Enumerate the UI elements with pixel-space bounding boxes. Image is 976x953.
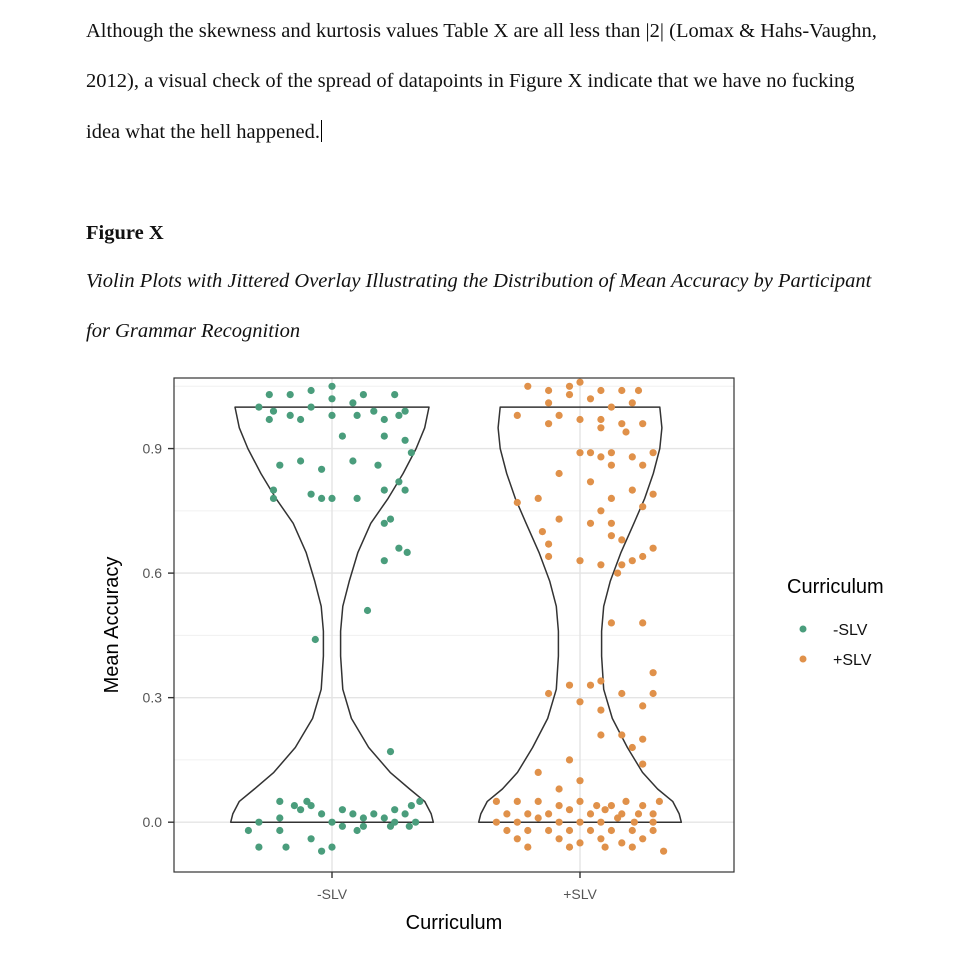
data-point-minus-slv [245, 827, 252, 834]
figure-title-line-1: Violin Plots with Jittered Overlay Illustrating the Distribution of Mean Accuracy by Participant [86, 270, 872, 292]
data-point-plus-slv [622, 428, 629, 435]
data-point-plus-slv [618, 731, 625, 738]
data-point-plus-slv [650, 669, 657, 676]
data-point-plus-slv [650, 827, 657, 834]
data-point-minus-slv [287, 412, 294, 419]
data-point-minus-slv [266, 416, 273, 423]
data-point-plus-slv [566, 827, 573, 834]
data-point-plus-slv [503, 810, 510, 817]
data-point-plus-slv [639, 736, 646, 743]
data-point-plus-slv [576, 557, 583, 564]
data-point-minus-slv [360, 814, 367, 821]
data-point-minus-slv [370, 810, 377, 817]
data-point-minus-slv [270, 487, 277, 494]
y-tick-label: 0.0 [142, 814, 162, 831]
figure-label: Figure X [86, 222, 164, 244]
y-tick-label: 0.6 [142, 565, 162, 582]
data-point-plus-slv [650, 545, 657, 552]
data-point-minus-slv [349, 810, 356, 817]
data-point-plus-slv [587, 478, 594, 485]
data-point-plus-slv [545, 553, 552, 560]
data-point-minus-slv [297, 806, 304, 813]
data-point-minus-slv [374, 462, 381, 469]
data-point-plus-slv [593, 802, 600, 809]
data-point-minus-slv [291, 802, 298, 809]
data-point-plus-slv [635, 387, 642, 394]
data-point-minus-slv [354, 495, 361, 502]
data-point-plus-slv [535, 798, 542, 805]
data-point-plus-slv [535, 769, 542, 776]
data-point-minus-slv [349, 399, 356, 406]
data-point-plus-slv [608, 462, 615, 469]
data-point-minus-slv [391, 391, 398, 398]
data-point-plus-slv [608, 495, 615, 502]
data-point-plus-slv [608, 404, 615, 411]
data-point-plus-slv [503, 827, 510, 834]
data-point-plus-slv [597, 416, 604, 423]
data-point-plus-slv [608, 520, 615, 527]
data-point-minus-slv [339, 823, 346, 830]
data-point-minus-slv [270, 495, 277, 502]
legend-marker-minus-slv [800, 626, 807, 633]
data-point-plus-slv [618, 561, 625, 568]
data-point-minus-slv [412, 819, 419, 826]
data-point-plus-slv [539, 528, 546, 535]
paragraph-line-1: Although the skewness and kurtosis values Table X are all less than |2| (Lomax & Hahs-Vaughn, [86, 20, 877, 42]
data-point-minus-slv [354, 412, 361, 419]
data-point-plus-slv [576, 839, 583, 846]
data-point-minus-slv [381, 416, 388, 423]
data-point-plus-slv [493, 819, 500, 826]
data-point-plus-slv [566, 391, 573, 398]
data-point-plus-slv [629, 399, 636, 406]
data-point-minus-slv [276, 814, 283, 821]
data-point-plus-slv [602, 844, 609, 851]
data-point-plus-slv [587, 827, 594, 834]
data-point-plus-slv [514, 499, 521, 506]
legend-label-minus-slv: -SLV [833, 622, 868, 639]
data-point-minus-slv [402, 487, 409, 494]
data-point-minus-slv [349, 457, 356, 464]
data-point-plus-slv [614, 814, 621, 821]
data-point-plus-slv [618, 420, 625, 427]
data-point-minus-slv [408, 802, 415, 809]
data-point-plus-slv [639, 761, 646, 768]
data-point-plus-slv [618, 536, 625, 543]
data-point-plus-slv [587, 682, 594, 689]
data-point-plus-slv [566, 806, 573, 813]
data-point-plus-slv [597, 424, 604, 431]
data-point-plus-slv [535, 495, 542, 502]
data-point-plus-slv [650, 491, 657, 498]
data-point-minus-slv [328, 495, 335, 502]
data-point-plus-slv [618, 839, 625, 846]
data-point-plus-slv [618, 690, 625, 697]
data-point-plus-slv [493, 798, 500, 805]
data-point-plus-slv [650, 690, 657, 697]
data-point-minus-slv [402, 437, 409, 444]
data-point-minus-slv [276, 827, 283, 834]
data-point-minus-slv [266, 391, 273, 398]
data-point-plus-slv [597, 677, 604, 684]
data-point-plus-slv [618, 387, 625, 394]
data-point-plus-slv [597, 387, 604, 394]
data-point-minus-slv [364, 607, 371, 614]
data-point-plus-slv [629, 487, 636, 494]
data-point-minus-slv [387, 823, 394, 830]
data-point-plus-slv [556, 785, 563, 792]
data-point-plus-slv [556, 470, 563, 477]
data-point-minus-slv [381, 814, 388, 821]
data-point-plus-slv [587, 395, 594, 402]
violin-chart [0, 360, 976, 948]
data-point-minus-slv [318, 848, 325, 855]
data-point-plus-slv [514, 798, 521, 805]
data-point-plus-slv [602, 806, 609, 813]
data-point-plus-slv [545, 810, 552, 817]
data-point-plus-slv [587, 810, 594, 817]
data-point-plus-slv [608, 449, 615, 456]
violin-chart-svg [0, 360, 976, 948]
data-point-minus-slv [354, 827, 361, 834]
data-point-minus-slv [360, 823, 367, 830]
data-point-plus-slv [545, 387, 552, 394]
data-point-plus-slv [639, 503, 646, 510]
data-point-minus-slv [381, 557, 388, 564]
data-point-plus-slv [545, 420, 552, 427]
data-point-plus-slv [535, 814, 542, 821]
data-point-minus-slv [402, 408, 409, 415]
data-point-plus-slv [556, 819, 563, 826]
data-point-plus-slv [629, 844, 636, 851]
data-point-plus-slv [622, 798, 629, 805]
data-point-minus-slv [328, 395, 335, 402]
data-point-plus-slv [524, 827, 531, 834]
x-tick-label: +SLV [563, 886, 597, 902]
data-point-plus-slv [556, 802, 563, 809]
data-point-plus-slv [639, 553, 646, 560]
data-point-minus-slv [255, 404, 262, 411]
data-point-plus-slv [639, 702, 646, 709]
data-point-plus-slv [608, 532, 615, 539]
data-point-plus-slv [597, 453, 604, 460]
data-point-minus-slv [276, 798, 283, 805]
data-point-minus-slv [282, 844, 289, 851]
data-point-minus-slv [339, 806, 346, 813]
legend-marker-plus-slv [800, 656, 807, 663]
data-point-plus-slv [597, 731, 604, 738]
data-point-plus-slv [608, 802, 615, 809]
data-point-minus-slv [395, 545, 402, 552]
data-point-minus-slv [308, 404, 315, 411]
data-point-plus-slv [566, 383, 573, 390]
data-point-plus-slv [650, 819, 657, 826]
data-point-minus-slv [312, 636, 319, 643]
data-point-plus-slv [524, 810, 531, 817]
data-point-plus-slv [631, 819, 638, 826]
legend-title: Curriculum [787, 576, 884, 598]
data-point-plus-slv [576, 449, 583, 456]
data-point-plus-slv [608, 827, 615, 834]
data-point-minus-slv [276, 462, 283, 469]
data-point-plus-slv [650, 810, 657, 817]
data-point-plus-slv [556, 835, 563, 842]
data-point-plus-slv [556, 412, 563, 419]
data-point-plus-slv [656, 798, 663, 805]
data-point-plus-slv [576, 777, 583, 784]
data-point-minus-slv [339, 433, 346, 440]
data-point-plus-slv [545, 541, 552, 548]
data-point-plus-slv [639, 802, 646, 809]
data-point-minus-slv [318, 495, 325, 502]
data-point-plus-slv [576, 798, 583, 805]
data-point-minus-slv [381, 487, 388, 494]
data-point-plus-slv [566, 756, 573, 763]
data-point-minus-slv [328, 844, 335, 851]
data-point-minus-slv [318, 466, 325, 473]
data-point-plus-slv [514, 835, 521, 842]
data-point-plus-slv [639, 835, 646, 842]
data-point-minus-slv [328, 819, 335, 826]
data-point-minus-slv [395, 478, 402, 485]
data-point-minus-slv [255, 819, 262, 826]
y-tick-label: 0.9 [142, 440, 162, 457]
data-point-plus-slv [597, 507, 604, 514]
data-point-minus-slv [406, 823, 413, 830]
data-point-minus-slv [391, 806, 398, 813]
text-cursor [321, 120, 323, 142]
data-point-minus-slv [328, 412, 335, 419]
data-point-plus-slv [576, 698, 583, 705]
data-point-plus-slv [524, 844, 531, 851]
data-point-plus-slv [629, 744, 636, 751]
data-point-plus-slv [597, 707, 604, 714]
data-point-plus-slv [514, 819, 521, 826]
data-point-minus-slv [297, 416, 304, 423]
data-point-plus-slv [614, 570, 621, 577]
data-point-plus-slv [545, 827, 552, 834]
y-tick-label: 0.3 [142, 689, 162, 706]
data-point-plus-slv [576, 819, 583, 826]
data-point-plus-slv [639, 420, 646, 427]
data-point-plus-slv [650, 449, 657, 456]
x-axis-label: Curriculum [405, 912, 503, 934]
paragraph-line-2: 2012), a visual check of the spread of datapoints in Figure X indicate that we have no fucking [86, 70, 855, 92]
legend [787, 576, 884, 669]
data-point-plus-slv [635, 810, 642, 817]
data-point-plus-slv [639, 619, 646, 626]
data-point-plus-slv [587, 520, 594, 527]
data-point-minus-slv [370, 408, 377, 415]
data-point-plus-slv [545, 399, 552, 406]
data-point-plus-slv [597, 835, 604, 842]
data-point-minus-slv [381, 520, 388, 527]
data-point-minus-slv [360, 391, 367, 398]
data-point-minus-slv [328, 383, 335, 390]
data-point-plus-slv [576, 416, 583, 423]
data-point-minus-slv [297, 457, 304, 464]
paragraph-line-3[interactable] [86, 120, 322, 144]
data-point-plus-slv [597, 561, 604, 568]
data-point-minus-slv [402, 810, 409, 817]
data-point-minus-slv [308, 802, 315, 809]
data-point-minus-slv [287, 391, 294, 398]
data-point-plus-slv [660, 848, 667, 855]
data-point-plus-slv [514, 412, 521, 419]
y-axis-label: Mean Accuracy [101, 556, 123, 694]
data-point-minus-slv [308, 491, 315, 498]
data-point-minus-slv [255, 844, 262, 851]
data-point-minus-slv [387, 748, 394, 755]
data-point-plus-slv [566, 682, 573, 689]
data-point-plus-slv [629, 557, 636, 564]
data-point-plus-slv [524, 383, 531, 390]
paragraph-line-3-text: idea what the hell happened. [86, 121, 320, 143]
data-point-plus-slv [576, 379, 583, 386]
legend-label-plus-slv: +SLV [833, 652, 872, 669]
data-point-minus-slv [318, 810, 325, 817]
data-point-plus-slv [597, 819, 604, 826]
data-point-minus-slv [270, 408, 277, 415]
data-point-plus-slv [566, 844, 573, 851]
data-point-plus-slv [556, 516, 563, 523]
data-point-minus-slv [404, 549, 411, 556]
data-point-minus-slv [395, 412, 402, 419]
data-point-minus-slv [408, 449, 415, 456]
data-point-minus-slv [416, 798, 423, 805]
data-point-plus-slv [545, 690, 552, 697]
data-point-plus-slv [629, 453, 636, 460]
data-point-minus-slv [381, 433, 388, 440]
data-point-plus-slv [608, 619, 615, 626]
data-point-plus-slv [629, 827, 636, 834]
data-point-minus-slv [308, 387, 315, 394]
data-point-minus-slv [308, 835, 315, 842]
figure-title-line-2: for Grammar Recognition [86, 320, 301, 342]
x-tick-label: -SLV [316, 886, 348, 902]
data-point-minus-slv [387, 516, 394, 523]
data-point-plus-slv [587, 449, 594, 456]
data-point-plus-slv [639, 462, 646, 469]
